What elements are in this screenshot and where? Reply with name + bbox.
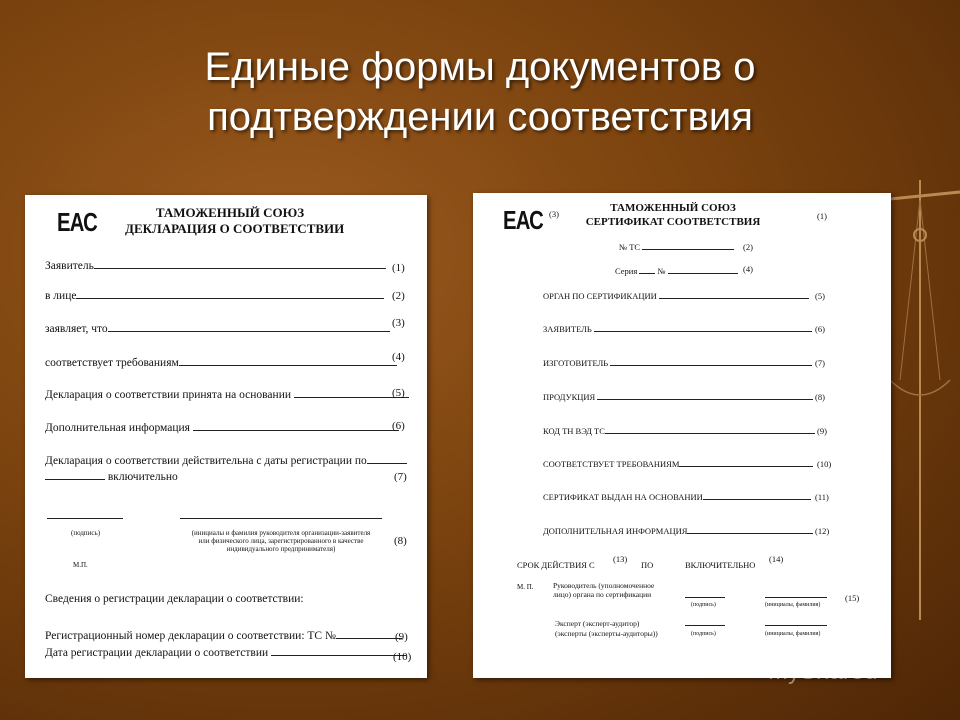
sign-label: (подпись) bbox=[71, 529, 101, 537]
validity-line2: включительно bbox=[45, 471, 178, 483]
field-declares: заявляет, что bbox=[45, 323, 390, 335]
sign-num: (15) bbox=[845, 593, 860, 603]
validity-num: (7) bbox=[394, 471, 407, 483]
field-hs-code: КОД ТН ВЭД ТС bbox=[543, 426, 815, 436]
header-line1: ТАМОЖЕННЫЙ СОЮЗ bbox=[155, 205, 305, 220]
slide-title-line2: подтверждении соответствия bbox=[207, 95, 753, 139]
stamp-label: М. П. bbox=[517, 583, 534, 591]
validity-num-from: (13) bbox=[613, 554, 628, 564]
field-num: (10) bbox=[817, 459, 832, 469]
field-num: (4) bbox=[392, 351, 405, 363]
head-label: Руководитель (уполномоченное лицо) органа по сертификации bbox=[553, 581, 655, 599]
sign-line bbox=[685, 597, 725, 598]
logo-num: (3) bbox=[549, 209, 559, 219]
validity-line1: Декларация о соответствии действительна с даты регистрации по bbox=[45, 455, 407, 467]
expert-sign-label: (подпись) bbox=[691, 631, 716, 637]
validity-from: СРОК ДЕЙСТВИЯ С bbox=[517, 560, 595, 570]
reg-number-num: (9) bbox=[395, 631, 408, 643]
field-num: (5) bbox=[392, 387, 405, 399]
sign-num: (8) bbox=[394, 535, 407, 547]
field-applicant: ЗАЯВИТЕЛЬ bbox=[543, 324, 812, 334]
field-additional: Дополнительная информация bbox=[45, 422, 399, 434]
field-num: (7) bbox=[815, 358, 825, 368]
initials-line bbox=[765, 597, 827, 598]
field-num: (6) bbox=[815, 324, 825, 334]
header-line2: ДЕКЛАРАЦИЯ О СООТВЕТСТВИИ bbox=[125, 221, 345, 236]
expert-sign-line bbox=[685, 625, 725, 626]
tc-num: (2) bbox=[743, 242, 753, 252]
tc-number: № ТС bbox=[619, 242, 734, 252]
field-requirements: соответствует требованиям bbox=[45, 357, 397, 369]
header-num: (1) bbox=[817, 211, 827, 221]
field-num: (11) bbox=[815, 492, 829, 502]
certificate-form bbox=[473, 193, 891, 678]
watermark: MyShared bbox=[768, 658, 878, 685]
field-num: (2) bbox=[392, 290, 405, 302]
field-num: (12) bbox=[815, 526, 830, 536]
sign-label: (подпись) bbox=[691, 602, 716, 608]
field-num: (1) bbox=[392, 262, 405, 274]
validity-incl: ВКЛЮЧИТЕЛЬНО bbox=[685, 560, 756, 570]
slide-title-line1: Единые формы документов о bbox=[204, 45, 756, 89]
sign-desc: (инициалы и фамилия руководителя организации-заявителя или физического лица, зарегистрированного в качестве индивидуального предпринимателя) bbox=[191, 529, 371, 553]
field-num: (6) bbox=[392, 420, 405, 432]
eac-logo: ЕАС bbox=[57, 207, 97, 237]
field-represented: в лице bbox=[45, 290, 384, 302]
field-num: (5) bbox=[815, 291, 825, 301]
slide-title bbox=[0, 42, 960, 142]
field-requirements: СООТВЕТСТВУЕТ ТРЕБОВАНИЯМ bbox=[543, 459, 813, 469]
header-line2: СЕРТИФИКАТ СООТВЕТСТВИЯ bbox=[585, 216, 761, 228]
registration-heading: Сведения о регистрации декларации о соответствии: bbox=[45, 593, 304, 605]
declaration-form bbox=[25, 195, 427, 678]
validity-to: ПО bbox=[641, 560, 654, 570]
header-line1: ТАМОЖЕННЫЙ СОЮЗ bbox=[610, 202, 736, 214]
validity-num-to: (14) bbox=[769, 554, 784, 564]
field-manufacturer: ИЗГОТОВИТЕЛЬ bbox=[543, 358, 812, 368]
field-num: (8) bbox=[815, 392, 825, 402]
expert-initials-label: (инициалы, фамилия) bbox=[765, 631, 821, 637]
sign-line bbox=[47, 518, 123, 519]
field-num: (3) bbox=[392, 317, 405, 329]
reg-date-num: (10) bbox=[393, 651, 412, 663]
field-applicant: Заявитель bbox=[45, 260, 386, 272]
expert-label: Эксперт (эксперт-аудитор) (эксперты (эксперты-аудиторы)) bbox=[555, 619, 658, 638]
stamp-label: М.П. bbox=[73, 561, 88, 569]
series-num: (4) bbox=[743, 264, 753, 274]
field-additional: ДОПОЛНИТЕЛЬНАЯ ИНФОРМАЦИЯ bbox=[543, 526, 813, 536]
certificate-header bbox=[583, 201, 763, 229]
eac-logo: ЕАС bbox=[503, 205, 543, 235]
scales-decoration bbox=[880, 180, 960, 620]
field-num: (9) bbox=[817, 426, 827, 436]
name-line bbox=[180, 518, 382, 519]
declaration-header bbox=[125, 205, 345, 237]
field-products: ПРОДУКЦИЯ bbox=[543, 392, 813, 402]
reg-number: Регистрационный номер декларации о соответствии: ТС № bbox=[45, 630, 402, 642]
series: Серия № bbox=[615, 266, 738, 276]
field-basis: Декларация о соответствии принята на основании bbox=[45, 389, 409, 401]
field-basis: СЕРТИФИКАТ ВЫДАН НА ОСНОВАНИИ bbox=[543, 492, 811, 502]
initials-label: (инициалы, фамилия) bbox=[765, 602, 821, 608]
reg-date: Дата регистрации декларации о соответствии bbox=[45, 647, 406, 659]
field-cert-body: ОРГАН ПО СЕРТИФИКАЦИИ bbox=[543, 291, 809, 301]
expert-initials-line bbox=[765, 625, 827, 626]
